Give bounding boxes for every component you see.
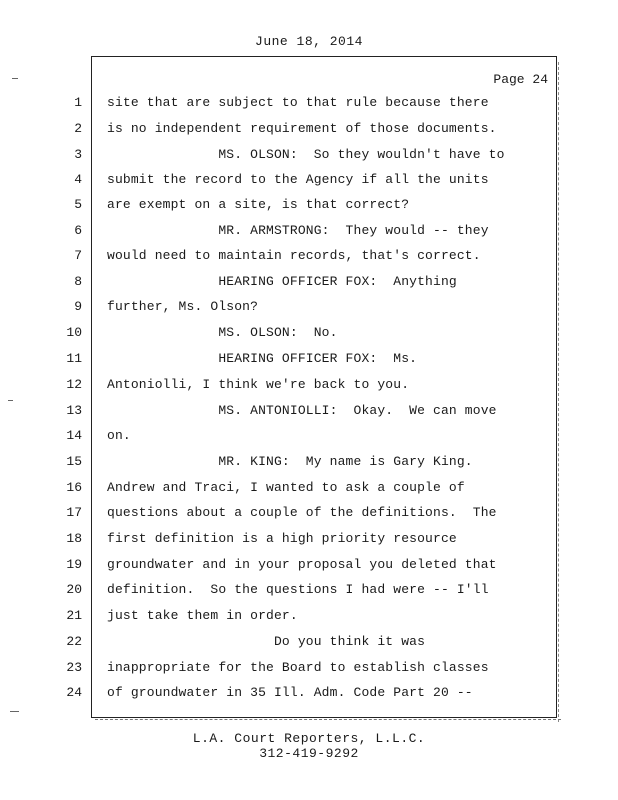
transcript-line: HEARING OFFICER FOX: Ms.: [107, 351, 418, 366]
transcript-line: HEARING OFFICER FOX: Anything: [107, 274, 457, 289]
line-number: 17: [66, 505, 82, 520]
page-number: Page 24: [493, 72, 548, 87]
court-reporter-name: L.A. Court Reporters, L.L.C.: [192, 731, 426, 746]
line-number: 2: [74, 121, 82, 136]
transcript-line: MS. ANTONIOLLI: Okay. We can move: [107, 403, 497, 418]
line-number: 7: [74, 248, 82, 263]
court-reporter-phone: 312-419-9292: [259, 746, 359, 761]
line-number: 14: [66, 428, 82, 443]
transcript-line: inappropriate for the Board to establish classes: [107, 660, 489, 675]
transcript-line: MR. ARMSTRONG: They would -- they: [107, 223, 489, 238]
line-number: 22: [66, 634, 82, 649]
line-number: 18: [66, 531, 82, 546]
line-number: 8: [74, 274, 82, 289]
transcript-line: further, Ms. Olson?: [107, 299, 259, 314]
line-number: 5: [74, 197, 82, 212]
line-number: 24: [66, 685, 82, 700]
transcript-line: site that are subject to that rule because there: [107, 95, 489, 110]
transcript-line: of groundwater in 35 Ill. Adm. Code Part 20 --: [107, 685, 473, 700]
transcript-line: Antoniolli, I think we're back to you.: [107, 377, 410, 392]
transcript-line: MS. OLSON: So they wouldn't have to: [107, 147, 505, 162]
frame-right-scan-edge: [558, 62, 560, 722]
transcript-line: is no independent requirement of those documents.: [107, 121, 497, 136]
transcript-line: first definition is a high priority resource: [107, 531, 457, 546]
line-number: 21: [66, 608, 82, 623]
line-number: 20: [66, 582, 82, 597]
transcript-date: June 18, 2014: [255, 34, 363, 49]
transcript-line: Do you think it was: [107, 634, 426, 649]
transcript-line: just take them in order.: [107, 608, 298, 623]
line-number: 16: [66, 480, 82, 495]
line-number: 6: [74, 223, 82, 238]
scan-speck: [12, 78, 18, 79]
line-number: 4: [74, 172, 82, 187]
line-number: 11: [66, 351, 82, 366]
transcript-line: definition. So the questions I had were -- I'll: [107, 582, 489, 597]
line-number: 15: [66, 454, 82, 469]
transcript-line: MS. OLSON: No.: [107, 325, 338, 340]
line-number: 23: [66, 660, 82, 675]
line-number: 3: [74, 147, 82, 162]
scan-speck: [10, 711, 19, 712]
transcript-line: questions about a couple of the definitions. The: [107, 505, 497, 520]
transcript-line: on.: [107, 428, 131, 443]
transcript-line: groundwater and in your proposal you deleted that: [107, 557, 497, 572]
transcript-line: Andrew and Traci, I wanted to ask a couple of: [107, 480, 465, 495]
line-number: 19: [66, 557, 82, 572]
transcript-line: submit the record to the Agency if all the units: [107, 172, 489, 187]
transcript-line: MR. KING: My name is Gary King.: [107, 454, 473, 469]
scan-speck: [8, 400, 13, 401]
transcript-line: are exempt on a site, is that correct?: [107, 197, 410, 212]
line-number: 10: [66, 325, 82, 340]
line-number: 9: [74, 299, 82, 314]
frame-bottom-scan-edge: [95, 719, 561, 721]
line-number: 12: [66, 377, 82, 392]
line-number: 1: [74, 95, 82, 110]
transcript-line: would need to maintain records, that's correct.: [107, 248, 481, 263]
line-number: 13: [66, 403, 82, 418]
